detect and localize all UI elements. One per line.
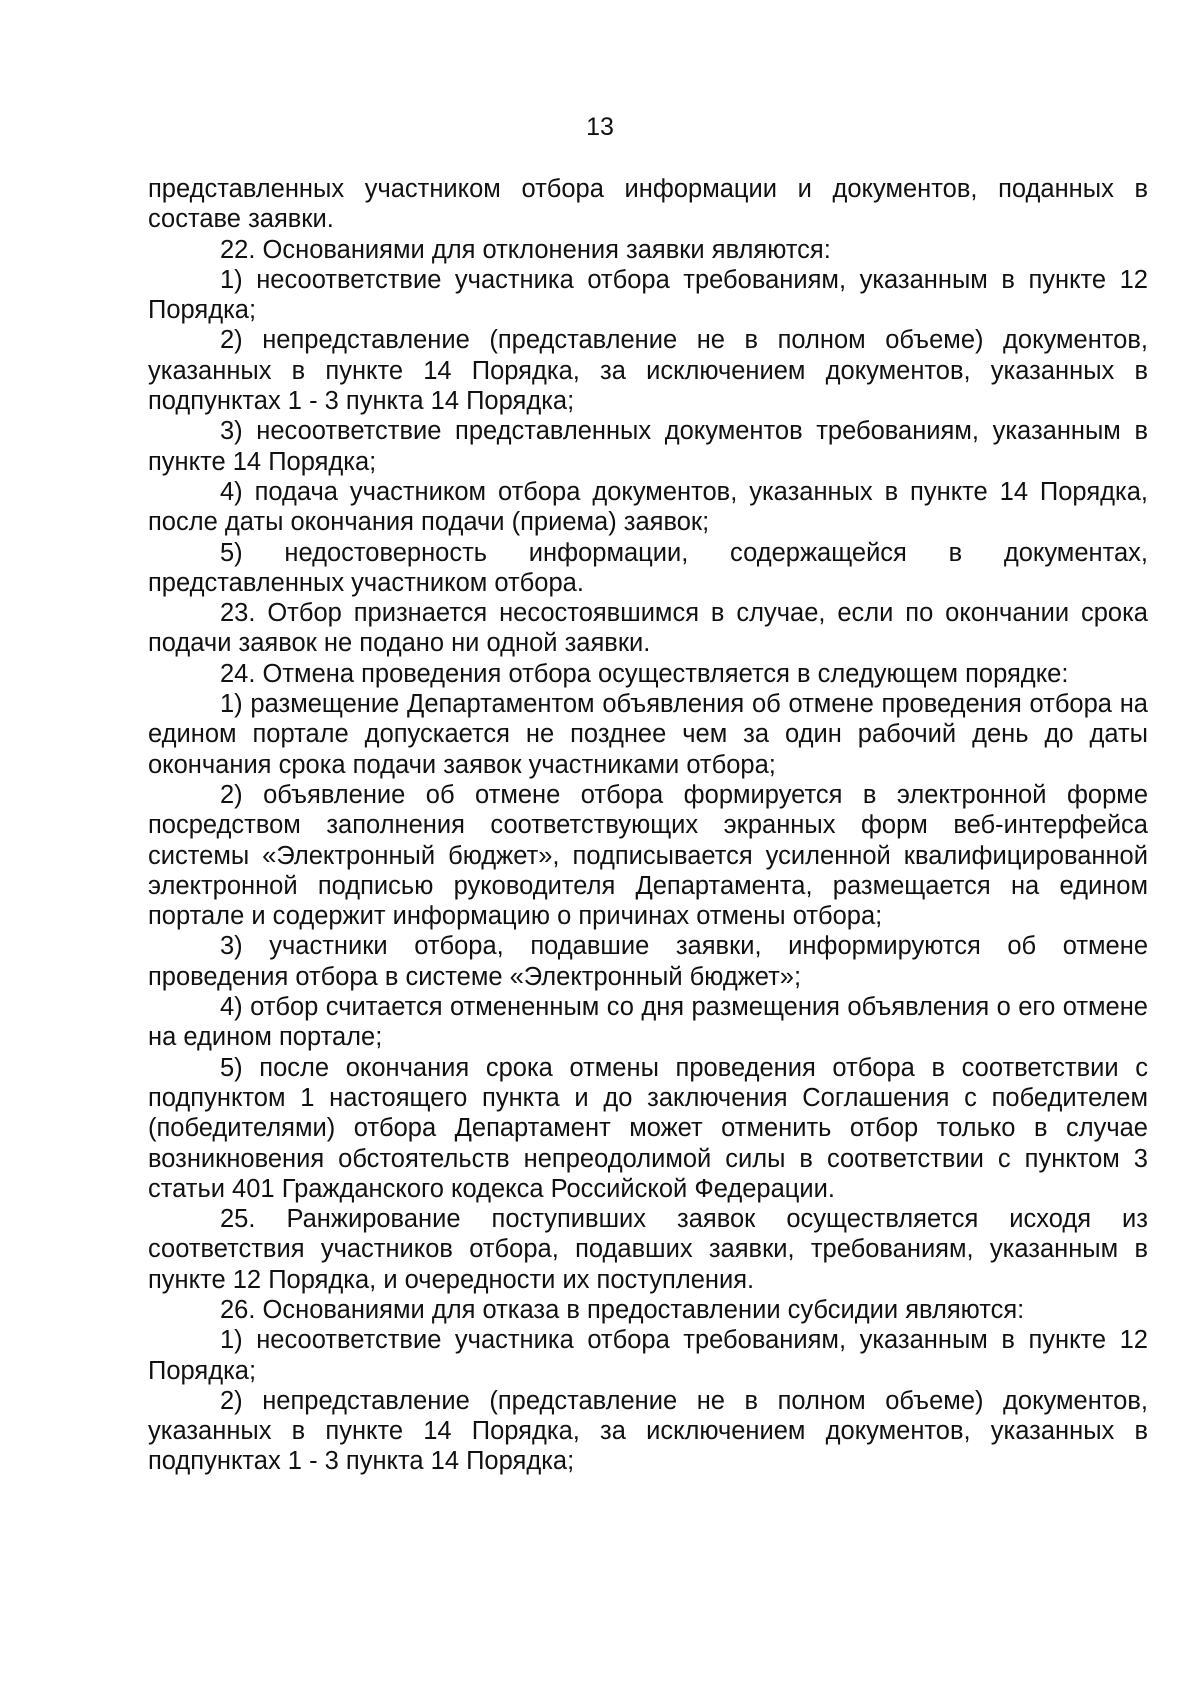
- paragraph: 5) после окончания срока отмены проведения отбора в соответствии с подпунктом 1 настоящего пункта и до заключения Соглашения с победителем (победителями) отбора Департамент может отменить отбор только в случае возникновения обстоятельств непреодолимой силы в соответствии с пунктом 3 статьи 401 Гражданского кодекса Российской Федерации.: [148, 1053, 1148, 1203]
- paragraph: 24. Отмена проведения отбора осуществляется в следующем порядке:: [220, 659, 1069, 688]
- paragraph: 26. Основаниями для отказа в предоставлении субсидии являются:: [220, 1295, 1025, 1324]
- page-number: 13: [586, 113, 614, 141]
- paragraph: 1) несоответствие участника отбора требованиям, указанным в пункте 12 Порядка;: [148, 1326, 1148, 1385]
- paragraph: представленных участником отбора информации и документов, поданных в составе заявки.: [148, 175, 1148, 234]
- paragraph: 3) несоответствие представленных документов требованиям, указанным в пункте 14 Порядка;: [148, 417, 1148, 476]
- paragraph: 25. Ранжирование поступивших заявок осуществляется исходя из соответствия участников отбора, подавших заявки, требованиям, указанным в пункте 12 Порядка, и очередности их поступления.: [148, 1205, 1148, 1294]
- paragraph: 4) отбор считается отмененным со дня размещения объявления о его отмене на едином портале;: [148, 993, 1148, 1052]
- paragraph: 2) непредставление (представление не в полном объеме) документов, указанных в пункте 14 Порядка, за исключением документов, указанных в подпунктах 1 - 3 пункта 14 Порядка;: [148, 326, 1148, 416]
- paragraph: 2) непредставление (представление не в полном объеме) документов, указанных в пункте 14 Порядка, за исключением документов, указанных в подпунктах 1 - 3 пункта 14 Порядка;: [148, 1386, 1148, 1476]
- paragraph: 5) недостоверность информации, содержащейся в документах, представленных участником отбора.: [148, 538, 1148, 597]
- paragraph: 4) подача участником отбора документов, указанных в пункте 14 Порядка, после даты окончания подачи (приема) заявок;: [148, 477, 1148, 537]
- document-body: [148, 174, 1148, 1477]
- paragraph: 23. Отбор признается несостоявшимся в случае, если по окончании срока подачи заявок не подано ни одной заявки.: [148, 599, 1148, 658]
- paragraph: 1) несоответствие участника отбора требованиям, указанным в пункте 12 Порядка;: [148, 265, 1148, 325]
- paragraph: 3) участники отбора, подавшие заявки, информируются об отмене проведения отбора в системе «Электронный бюджет»;: [148, 932, 1148, 991]
- paragraph: 2) объявление об отмене отбора формируется в электронной форме посредством заполнения соответствующих экранных форм веб-интерфейса системы «Электронный бюджет», подписывается усиленной квалифицированной электронной подписью руководителя Департамента, размещается на едином портале и содержит информацию о причинах отмены отбора;: [148, 780, 1148, 931]
- paragraph: 22. Основаниями для отклонения заявки являются:: [220, 235, 831, 264]
- paragraph: 1) размещение Департаментом объявления об отмене проведения отбора на едином портале допускается не позднее чем за один рабочий день до даты окончания срока подачи заявок участниками отбора;: [148, 690, 1148, 779]
